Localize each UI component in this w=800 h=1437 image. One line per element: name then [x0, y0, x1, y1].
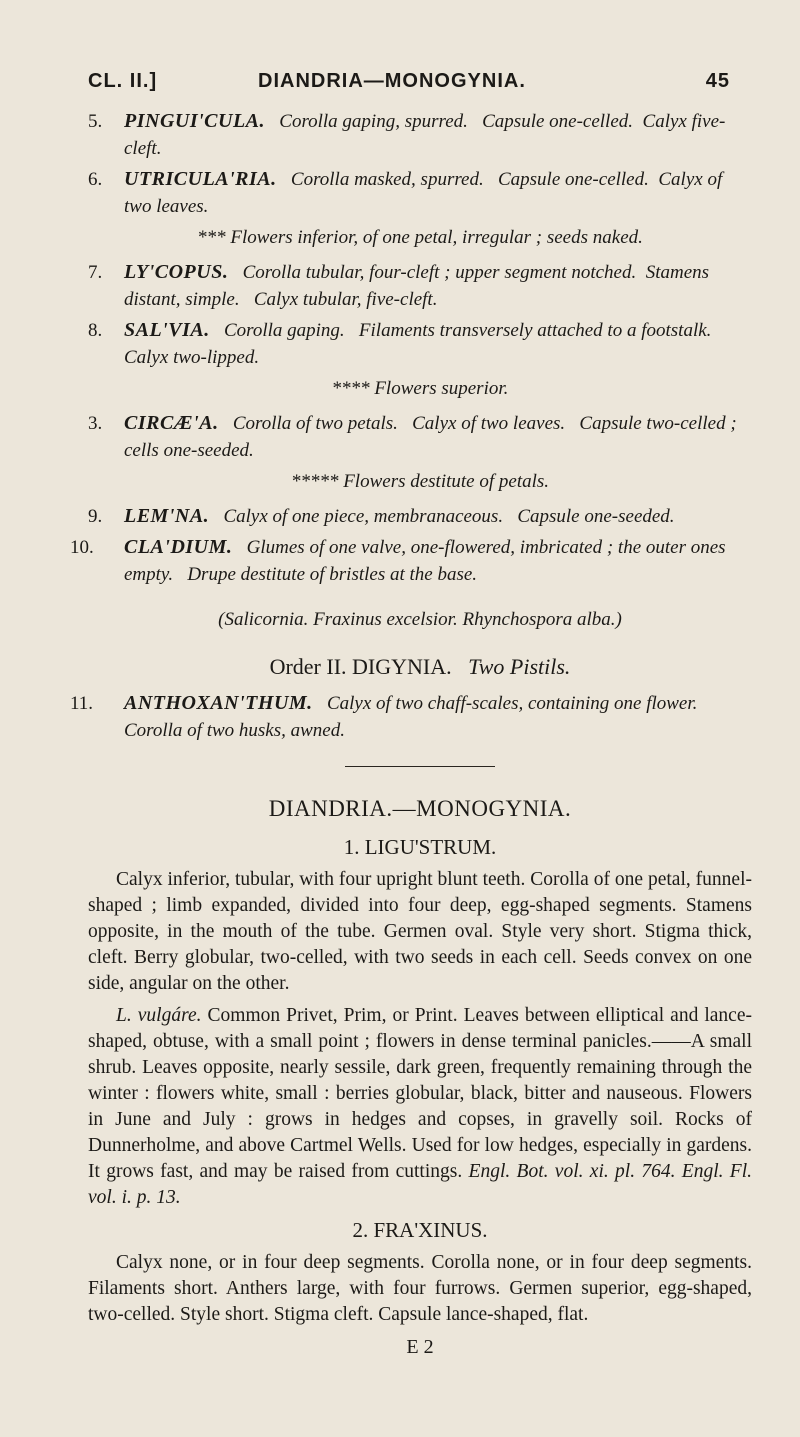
order-heading — [88, 653, 752, 680]
entry-number: 5. — [88, 111, 103, 132]
character-text: Capsule one-celled. — [482, 111, 634, 132]
subsection-heading: ***** Flowers destitute of petals. — [290, 471, 550, 492]
character-text: Drupe destitute of bristles at the base. — [187, 564, 478, 585]
species-name: L. vulgáre. — [116, 1005, 202, 1026]
character-text: Capsule one-celled. — [497, 169, 649, 190]
genus-name: CIRCÆ'A. — [124, 412, 219, 434]
character-text: Corolla gaping, spurred. — [279, 111, 468, 132]
character-text: Stamens distant, simple. — [124, 262, 710, 310]
character-text: Calyx of one piece, membranaceous. — [223, 506, 504, 527]
character-text: Calyx two-lipped. — [124, 347, 260, 368]
genus-key — [70, 108, 753, 1361]
genus-description: Calyx none, or in four deep segments. Corolla none, or in four deep segments. Filaments short. Anthers large, with four furrows. Germen superior, egg-shaped, two-celled. Style short. Stigma cleft. Capsule lance-shaped, flat. — [88, 1252, 752, 1325]
entry-number: 6. — [88, 169, 103, 190]
genus-description: Calyx inferior, tubular, with four upright blunt teeth. Corolla of one petal, funnel-shaped ; limb expanded, divided into four deep, egg-shaped segments. Stamens opposite, in the mouth of the tube. Germen oval. Style very short. Stigma thick, cleft. Berry globular, two-celled, with two seeds in each cell. Seeds convex on one side, angular on the other. — [88, 869, 752, 994]
character-text: Calyx of two leaves. — [124, 169, 723, 217]
subsection-heading: **** Flowers superior. — [331, 378, 509, 399]
genus-name: SAL'VIA. — [124, 319, 210, 341]
character-text: Calyx of two chaff-scales, containing one flower. — [326, 693, 698, 714]
species-text: Common Privet, Prim, or Print. Leaves between elliptical and lance-shaped, obtuse, with a small point ; flowers in dense terminal panicles.——A small shrub. Leaves opposite, nearly sessile, dark green, frequently remaining through the winter : flowers white, small : berries globular, black, bitter and nauseous. Flowers in June and July : grows in hedges and copses, in gravelly soil. Rocks of Dunnerholme, and above Cartmel Wells. Used for low hedges, especially in gardens. It grows fast, and may be raised from cuttings. — [88, 1005, 752, 1182]
running-title: DIANDRIA—MONOGYNIA. — [258, 70, 526, 92]
entry-number: 10. — [70, 537, 94, 558]
character-text: Corolla gaping. — [223, 320, 345, 341]
character-text: Capsule two-celled ; cells one-seeded. — [124, 413, 737, 461]
order-label: Order II. DIGYNIA. — [269, 654, 452, 679]
genus-name: UTRICULA'RIA. — [124, 168, 277, 190]
character-text: Corolla tubular, four-cleft ; upper segment notched. — [242, 262, 637, 283]
key-entry-lycopus — [88, 259, 752, 313]
entry-number: 8. — [88, 320, 103, 341]
genus-name: PINGUI'CULA. — [124, 110, 266, 132]
species-references: Engl. Bot. vol. xi. pl. 764. Engl. Fl. vol. i. p. 13. — [88, 1161, 753, 1208]
key-entry-salvia — [88, 317, 752, 371]
key-entry-lemna — [88, 503, 752, 530]
entry-number: 7. — [88, 262, 103, 283]
key-entry-utricularia — [88, 166, 752, 220]
entry-number: 3. — [88, 413, 103, 434]
character-text: Calyx five-cleft. — [124, 111, 726, 159]
key-entry-pinguicula — [88, 108, 752, 162]
character-text: Corolla of two husks, awned. — [124, 720, 345, 741]
example-genera: (Salicornia. Fraxinus excelsior. Rhynchospora alba.) — [218, 609, 622, 630]
character-text: Calyx of two leaves. — [412, 413, 566, 434]
key-entry-cladium — [70, 534, 752, 588]
character-text: Filaments transversely attached to a footstalk. — [358, 320, 712, 341]
character-text: Calyx tubular, five-cleft. — [253, 289, 438, 310]
section-divider — [345, 766, 495, 767]
character-text: Corolla of two petals. — [232, 413, 398, 434]
subsection-heading: *** Flowers inferior, of one petal, irregular ; seeds naked. — [197, 227, 643, 248]
character-text: Corolla masked, spurred. — [290, 169, 484, 190]
genus-name: LEM'NA. — [124, 505, 210, 527]
class-indicator: CL. II.] — [88, 70, 158, 92]
signature-mark: E 2 — [406, 1336, 434, 1358]
character-text: Glumes of one valve, one-flowered, imbricated ; the outer ones empty. — [124, 537, 726, 585]
genus-heading: 2. FRA'XINUS. — [352, 1218, 488, 1242]
genus-name: LY'COPUS. — [124, 261, 229, 283]
species-description — [88, 1003, 752, 1211]
page-number: 45 — [705, 70, 730, 92]
genus-name: CLA'DIUM. — [124, 536, 233, 558]
genus-heading: 1. LIGU'STRUM. — [343, 835, 497, 859]
section-title: DIANDRIA.—MONOGYNIA. — [268, 796, 572, 821]
character-text: Capsule one-seeded. — [517, 506, 675, 527]
running-head — [88, 70, 730, 100]
genus-name: ANTHOXAN'THUM. — [124, 692, 313, 714]
entry-number: 9. — [88, 506, 103, 527]
key-entry-circaea — [88, 410, 752, 464]
order-subtitle: Two Pistils. — [468, 654, 571, 679]
key-entry-anthoxanthum — [70, 690, 752, 744]
entry-number: 11. — [70, 693, 94, 714]
